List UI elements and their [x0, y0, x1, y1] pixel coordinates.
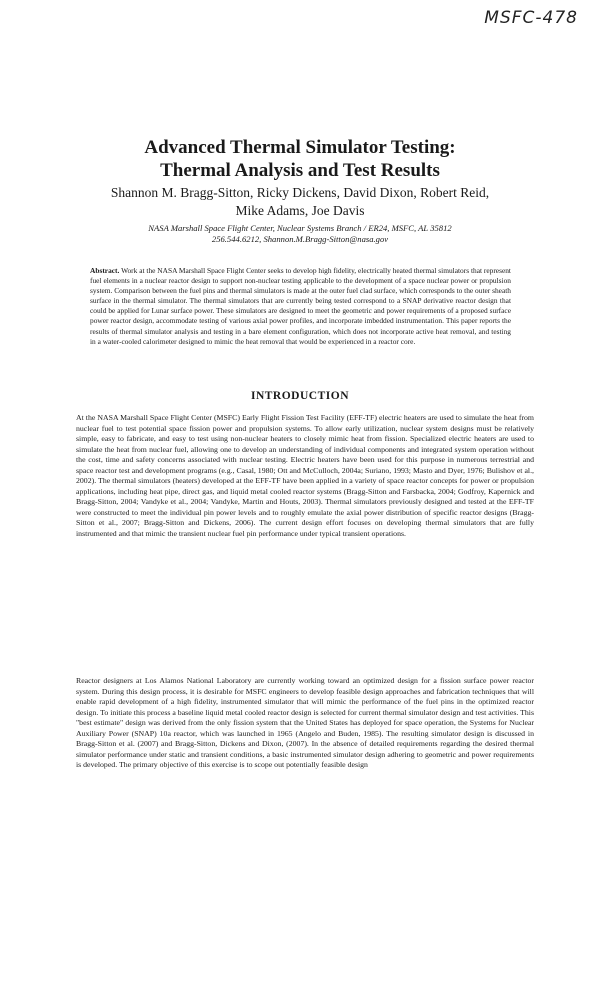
affiliation-contact: 256.544.6212, Shannon.M.Bragg-Sitton@nasa.gov — [211, 234, 389, 244]
author-list: Shannon M. Bragg-Sitton, Ricky Dickens, David Dixon, Robert Reid, Mike Adams, Joe Davis — [110, 185, 490, 218]
title-line-2: Thermal Analysis and Test Results — [160, 160, 440, 181]
section-heading-introduction: INTRODUCTION — [250, 390, 349, 402]
abstract — [90, 266, 511, 347]
affiliation — [120, 223, 480, 245]
affiliation-address: NASA Marshall Space Flight Center, Nuclear Systems Branch / ER24, MSFC, AL 35812 — [148, 223, 452, 233]
handwritten-document-number: MSFC-478 — [484, 8, 578, 28]
paper-title — [60, 136, 540, 182]
abstract-text: Work at the NASA Marshall Space Flight Center seeks to develop high fidelity, electrically heated thermal simulators that represent fuel elements in a nuclear reactor design to support non-nuclear testing applicable to the development of a space nuclear power or propulsion system. Comparison between the fuel pins and thermal simulators is made at the outer fuel clad surface, which corresponds to the outer sheath surface in the thermal simulator. The thermal simulators that are currently being tested correspond to a SNAP derivative reactor design that could be applied for Lunar surface power. These simulators are designed to meet the geometric and power requirements of a proposed surface power reactor design, accommodate testing of various axial power profiles, and incorporate imbedded instrumentation. This paper reports the results of thermal simulator analysis and testing in a bare element configuration, which does not incorporate active heat removal, and testing in a water-cooled calorimeter designed to mimic the heat removal that would be experienced in a reactor core. — [90, 266, 511, 346]
intro-paragraph-2: Reactor designers at Los Alamos National Laboratory are currently working toward an optimized design for a fission surface power reactor system. During this design process, it is desirable for MSFC engineers to develop feasible design approaches and fabrication techniques that will enable rapid development of a high fidelity, instrumented simulator that will mimic the performance of the fuel pins in the optimized reactor design. To initiate this process a baseline liquid metal cooled reactor design is selected for current thermal simulator design and test activities. This "best estimate" design was derived from the only fission system that the United States has deployed for space operation, the Systems for Nuclear Auxiliary Power (SNAP) 10a reactor, which was launched in 1965 (Angelo and Buden, 1985). The resulting simulator design is discussed in Bragg-Sitton et al. (2007) and Bragg-Sitton, Dickens and Dixon, (2007). In the absence of detailed requirements regarding the desired thermal simulator performance under static and transient conditions, a basic instrumented simulator design adhering to geometric and power requirements is developed. The primary objective of this exercise is to scope out potentially feasible design — [76, 676, 534, 770]
abstract-label: Abstract. — [90, 266, 120, 275]
title-line-1: Advanced Thermal Simulator Testing: — [144, 137, 456, 158]
intro-paragraph-1: At the NASA Marshall Space Flight Center (MSFC) Early Flight Fission Test Facility (EFF-TF) electric heaters are used to simulate the heat from nuclear fuel to test potential space fission power and propulsion systems. To allow early utilization, nuclear system designs must be relatively simple, easy to fabricate, and easy to test using non-nuclear heaters to closely mimic heat from fission. Specialized electric heaters are used to simulate the heat from nuclear fuel, allowing one to develop an understanding of individual components and integrated system operation without the cost, time and safety concerns associated with nuclear testing. Electric heaters have been used for this purpose in numerous terrestrial and space reactor test and development programs (e.g., Casal, 1980; Ott and McCulloch, 2004a; Suriano, 1993; Masto and Dyer, 1976; Bulishov et al., 2002). The thermal simulators (heaters) developed at the EFF-TF have been applied in a variety of space reactor concepts for power or propulsion applications, including heat pipe, direct gas, and liquid metal cooled reactor systems (Bragg-Sitton and Farsbacka, 2004; Godfroy, Kapernick and Bragg-Sitton, 2004; Vandyke et al., 2004; Vandyke, Martin and Houts, 2003). Thermal simulators previously designed and tested at the EFF-TF were constructed to meet the individual pin power levels and to roughly emulate the axial power distribution of specific reactor designs (Bragg-Sitton et al., 2007; Bragg-Sitton and Dickens, 2006). The current design effort focuses on developing thermal simulators that are fully instrumented and that mimic the transient nuclear fuel pin performance under typical transient operations. — [76, 413, 534, 539]
